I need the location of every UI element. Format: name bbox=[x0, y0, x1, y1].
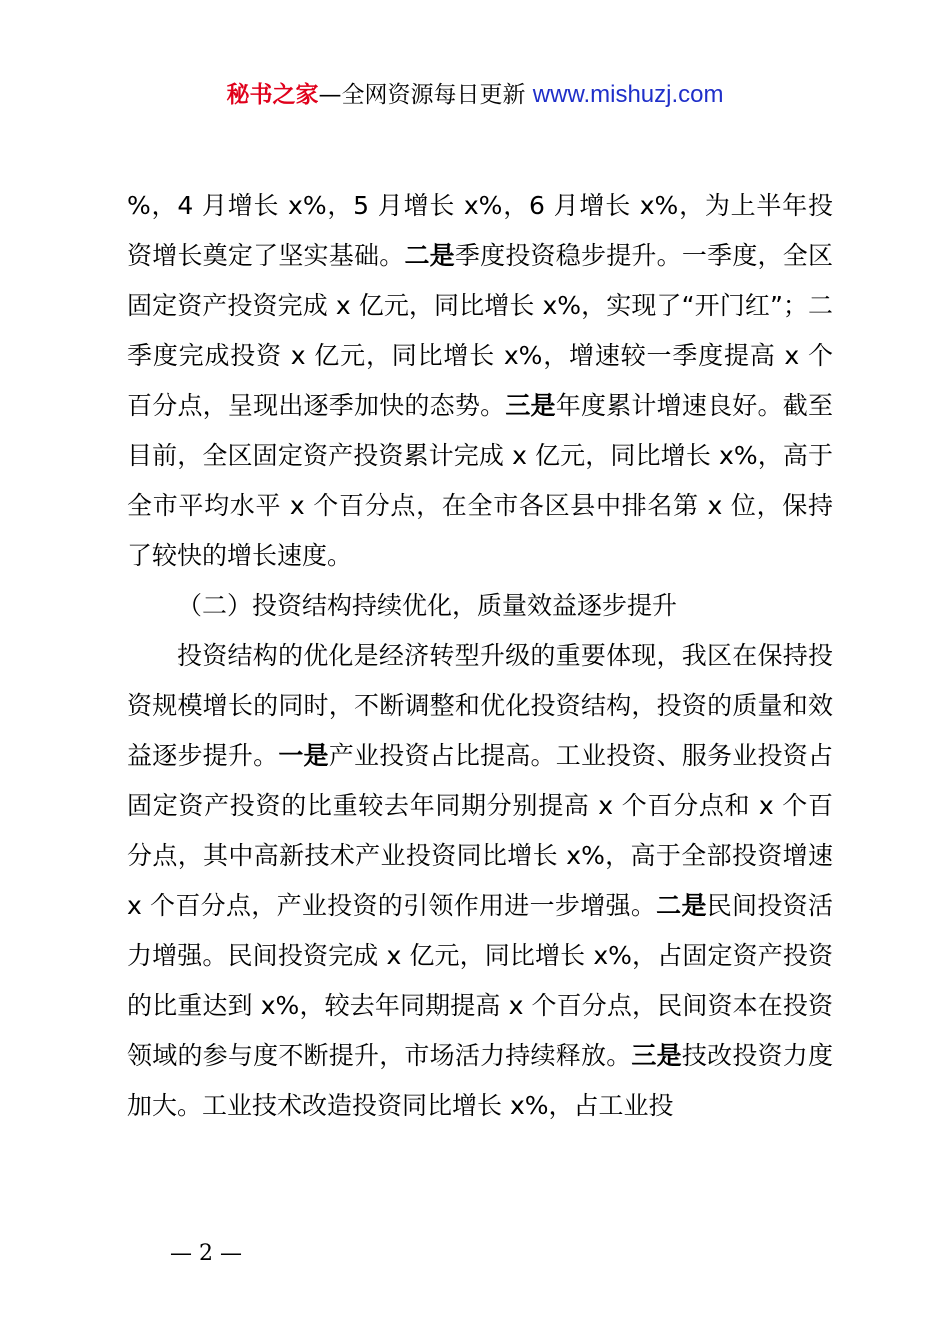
website-link[interactable]: www.mishuzj.com bbox=[532, 81, 724, 108]
keyword-third: 三是 bbox=[505, 391, 556, 420]
text-run: %，4 月增长 x%，5 月增长 x%，6 月增长 x%，为上半年投资增长奠定了坚实基础。 bbox=[127, 191, 833, 270]
text-run: 技改投资力度加大。工业技术改造投资同比增长 x%，占工业投 bbox=[127, 1041, 833, 1120]
section-subheading: （二）投资结构持续优化，质量效益逐步提升 bbox=[177, 591, 678, 620]
text-run: 民间投资活力增强。民间投资完成 x 亿元，同比增长 x%，占固定资产投资的比重达到 x%，较去年同期提高 x 个百分点，民间资本在投资领域的参与度不断提升，市场活力持续释放。 bbox=[127, 891, 833, 1070]
keyword-second: 二是 bbox=[656, 891, 707, 920]
page-number: — 2 — bbox=[170, 1241, 242, 1266]
keyword-first: 一是 bbox=[278, 741, 329, 770]
text-run: 产业投资占比提高。工业投资、服务业投资占固定资产投资的比重较去年同期分别提高 x 个百分点和 x 个百分点，其中高新技术产业投资同比增长 x%，高于全部投资增速 x 个百分点，产业投资的引领作用进一步增强。 bbox=[127, 741, 833, 920]
site-banner bbox=[0, 78, 950, 112]
keyword-third: 三是 bbox=[631, 1041, 682, 1070]
text-run: 年度累计增速良好。截至目前，全区固定资产投资累计完成 x 亿元，同比增长 x%，高于全市平均水平 x 个百分点，在全市各区县中排名第 x 位，保持了较快的增长速度。 bbox=[127, 391, 833, 570]
text-run: 季度投资稳步提升。一季度，全区固定资产投资完成 x 亿元，同比增长 x%，实现了“开门红”；二季度完成投资 x 亿元，同比增长 x%，增速较一季度提高 x 个百分点，呈现出逐季加快的态势。 bbox=[127, 241, 833, 420]
keyword-second: 二是 bbox=[404, 241, 455, 270]
paragraph-investment-structure bbox=[127, 631, 833, 1131]
text-run: 投资结构的优化是经济转型升级的重要体现，我区在保持投资规模增长的同时，不断调整和优化投资结构，投资的质量和效益逐步提升。 bbox=[127, 641, 833, 770]
brand-name: 秘书之家 bbox=[226, 82, 319, 108]
document-body bbox=[127, 181, 833, 1131]
paragraph-investment-growth bbox=[127, 181, 833, 581]
banner-tagline: —全网资源每日更新 bbox=[318, 82, 526, 108]
